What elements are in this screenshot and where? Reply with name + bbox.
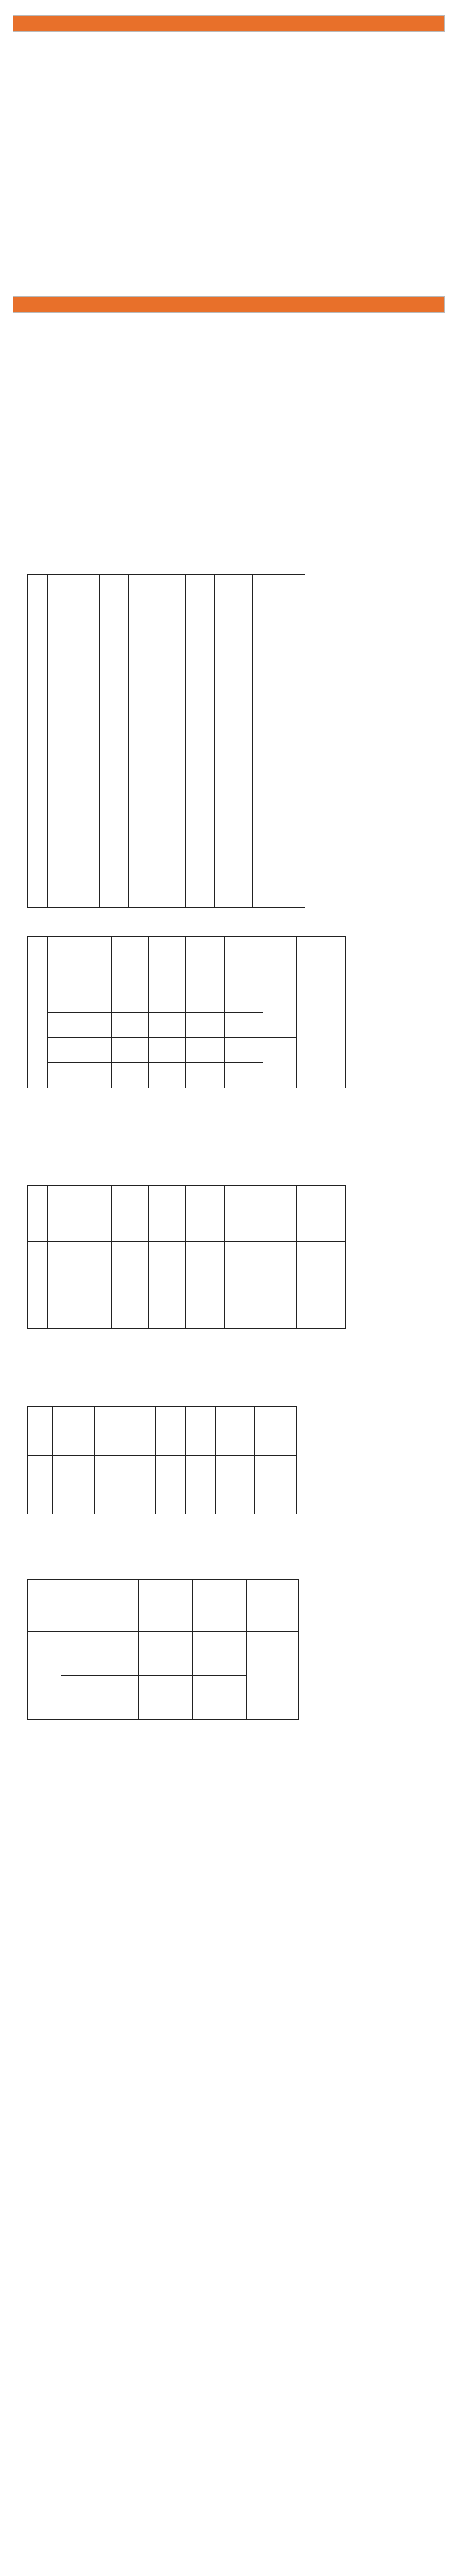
music-score-table (27, 936, 346, 1088)
score-cell (129, 652, 157, 716)
score-cell (186, 716, 215, 780)
table-row (28, 1456, 297, 1514)
score-cell (186, 1013, 225, 1038)
score-cell (100, 652, 129, 716)
score-cell (225, 987, 263, 1013)
score-cell (112, 1242, 149, 1285)
score-cell (149, 1063, 186, 1088)
admission-table-arts (13, 15, 450, 32)
score-cell (193, 1676, 247, 1720)
table-header-row (28, 1580, 299, 1632)
pe-score-table (27, 1406, 297, 1514)
score-cell (112, 1013, 149, 1038)
major-cell (61, 1632, 139, 1676)
score-cell (186, 1456, 216, 1514)
table-row (28, 1242, 346, 1285)
score-cell (95, 1456, 125, 1514)
score-cell (225, 1285, 263, 1329)
table-header-row (28, 937, 346, 987)
major-cell (53, 1456, 95, 1514)
major-cell (61, 1676, 139, 1720)
header-cell (216, 1407, 255, 1456)
table-header-row (28, 1407, 297, 1456)
score-cell (186, 844, 215, 908)
score-cell (129, 716, 157, 780)
score-cell (139, 1676, 193, 1720)
score-cell (225, 1242, 263, 1285)
score-cell (157, 844, 186, 908)
header-cell (48, 1186, 112, 1242)
score-cell (225, 1038, 263, 1063)
header-cell (28, 1186, 48, 1242)
table-row (28, 1632, 299, 1676)
score-cell (186, 780, 215, 844)
score-cell (100, 780, 129, 844)
score-cell (149, 1038, 186, 1063)
header-cell (28, 1407, 53, 1456)
score-cell (129, 844, 157, 908)
score-cell (225, 1013, 263, 1038)
score-cell (112, 987, 149, 1013)
header-cell (28, 937, 48, 987)
score-cell (157, 716, 186, 780)
table-title (13, 15, 445, 32)
major-cell (48, 1013, 112, 1038)
art-score-table (27, 574, 305, 908)
score-cell (186, 987, 225, 1013)
score-cell (112, 1285, 149, 1329)
score-cell (186, 1242, 225, 1285)
score-cell (186, 1285, 225, 1329)
score-cell (149, 1285, 186, 1329)
score-cell (112, 1063, 149, 1088)
header-cell (297, 1186, 346, 1242)
score-cell (149, 1013, 186, 1038)
score-cell (149, 1242, 186, 1285)
score-cell (139, 1632, 193, 1676)
score-cell (225, 1063, 263, 1088)
header-cell (28, 1580, 61, 1632)
score-cell (157, 780, 186, 844)
header-cell (53, 1407, 95, 1456)
score-cell (125, 1456, 156, 1514)
major-cell (48, 1242, 112, 1285)
table-row (28, 987, 346, 1013)
score-cell (186, 652, 215, 716)
header-cell (297, 937, 346, 987)
score-cell (112, 1038, 149, 1063)
score-cell (100, 844, 129, 908)
major-cell (48, 1285, 112, 1329)
drama-score-table (27, 1185, 346, 1329)
header-cell (263, 1186, 297, 1242)
score-cell (156, 1456, 186, 1514)
admission-table-science (13, 296, 450, 313)
score-cell (149, 987, 186, 1013)
table-header-row (28, 575, 305, 652)
major-cell (48, 987, 112, 1013)
table-header-row (28, 1186, 346, 1242)
major-cell (48, 1063, 112, 1088)
score-cell (186, 1063, 225, 1088)
header-cell (48, 937, 112, 987)
header-cell (139, 1580, 193, 1632)
table-row (28, 652, 305, 716)
score-cell (193, 1632, 247, 1676)
major-cell (48, 1038, 112, 1063)
header-cell (263, 937, 297, 987)
score-cell (129, 780, 157, 844)
vocational-score-table (27, 1579, 299, 1720)
header-cell (61, 1580, 139, 1632)
header-cell (247, 1580, 299, 1632)
score-cell (100, 716, 129, 780)
table-title (13, 296, 445, 313)
score-cell (186, 1038, 225, 1063)
header-cell (193, 1580, 247, 1632)
header-cell (255, 1407, 297, 1456)
score-cell (157, 652, 186, 716)
